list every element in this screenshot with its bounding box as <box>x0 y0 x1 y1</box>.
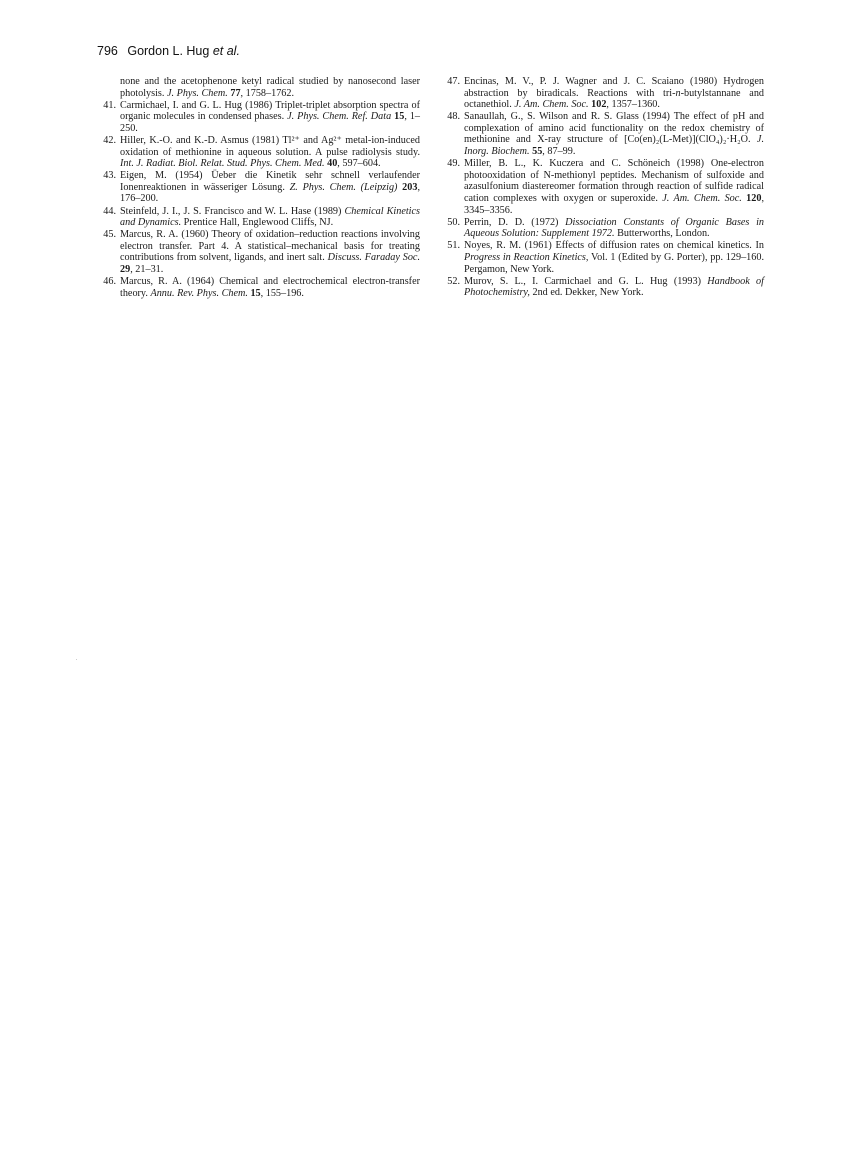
reference-number: 49. <box>447 158 460 170</box>
reference-text: , 1–250. <box>120 111 421 134</box>
reference-entry <box>442 276 764 299</box>
reference-italic: J. Phys. Chem. Ref. Data <box>287 111 392 123</box>
reference-entry <box>442 217 764 240</box>
reference-italic: Handbook of Photochemistry, <box>464 275 764 299</box>
reference-volume: 102 <box>591 99 607 111</box>
reference-text: , 176–200. <box>120 181 420 205</box>
reference-text: , 21–31. <box>130 264 164 275</box>
reference-number: 45. <box>103 229 116 241</box>
reference-number: 48. <box>447 111 460 123</box>
reference-text: , 1758–1762. <box>240 87 295 99</box>
reference-number: 50. <box>447 216 460 228</box>
reference-italic: J. Am. Chem. Soc. <box>514 99 589 111</box>
reference-number: 47. <box>447 76 460 87</box>
reference-volume: 15 <box>250 287 261 299</box>
reference-italic: J. Phys. Chem. <box>166 87 228 99</box>
reference-text: , 597–604. <box>337 158 381 170</box>
reference-entry <box>98 170 420 205</box>
reference-volume: 120 <box>746 192 762 204</box>
reference-entry <box>98 276 420 299</box>
reference-volume: 203 <box>402 181 418 193</box>
reference-italic: Progress in Reaction Kinetics, <box>464 251 589 263</box>
reference-italic: Annu. Rev. Phys. Chem. <box>150 287 248 299</box>
reference-text: Vol. 1 (Edited by G. Porter), pp. 129–160. Pergamon, New York. <box>464 251 764 275</box>
reference-text: Perrin, D. D. (1972) <box>464 216 566 228</box>
reference-number: 41. <box>103 99 116 111</box>
running-header <box>97 44 240 58</box>
reference-text: Prentice Hall, Englewood Cliffs, NJ. <box>181 217 334 229</box>
reference-number: 44. <box>103 205 116 217</box>
reference-italic: Discuss. Faraday Soc. <box>327 252 420 264</box>
references-left-column <box>98 76 420 300</box>
reference-entry <box>98 100 420 135</box>
reference-entry <box>98 206 420 229</box>
reference-text: , 3345–3356. <box>464 192 764 216</box>
reference-text: , 1357–1360. <box>606 99 660 111</box>
scan-speck <box>76 659 77 660</box>
reference-text: 2nd ed. Dekker, New York. <box>529 287 644 299</box>
reference-entry <box>442 158 764 216</box>
reference-text: Hiller, K.-O. and K.-D. Asmus (1981) Tl²⁺ and Ag²⁺ metal-ion-induced oxidation of methionine in aqueous solution. A pulse radiolysis study. <box>120 134 420 158</box>
reference-volume: 29 <box>120 264 131 275</box>
references-right-column <box>442 76 764 299</box>
header-etal: et al. <box>212 44 240 58</box>
page-number: 796 <box>97 44 118 58</box>
reference-number: 52. <box>447 275 460 287</box>
reference-volume: 77 <box>230 87 241 99</box>
reference-volume: 40 <box>327 158 338 170</box>
reference-text: Steinfeld, J. I., J. S. Francisco and W. L. Hase (1989) <box>120 205 345 217</box>
reference-italic: n <box>675 87 681 99</box>
reference-text: Marcus, R. A. (1964) Chemical and electrochemical electron-transfer theory. <box>120 276 420 299</box>
reference-number: 51. <box>447 240 460 252</box>
reference-text: Sanaullah, G., S. Wilson and R. S. Glass (1994) The effect of pH and complexation of amino acid functionality on the redox chemistry of methionine and X-ray structure of [Co(en)₂(L-Met)](ClO₄)₂·H₂O. <box>464 111 764 146</box>
reference-entry <box>442 111 764 157</box>
reference-entry <box>98 135 420 170</box>
reference-text: , 155–196. <box>260 287 304 299</box>
reference-italic: J. Inorg. Biochem. <box>464 134 764 158</box>
reference-text: Noyes, R. M. (1961) Effects of diffusion rates on chemical kinetics. In <box>464 240 764 252</box>
reference-italic: Z. Phys. Chem. (Leipzig) <box>289 181 398 193</box>
reference-number: 43. <box>103 170 116 182</box>
reference-italic: J. Am. Chem. Soc. <box>662 192 742 204</box>
reference-italic: Chemical Kinetics and Dynamics. <box>120 205 421 229</box>
reference-entry <box>98 229 420 275</box>
header-authors: Gordon L. Hug <box>127 44 210 58</box>
reference-text: Miller, B. L., K. Kuczera and C. Schöneich (1998) One-electron photooxidation of N-methionyl peptides. Mechanism of sulfoxide and azasulfonium diastereomer formation through reaction of sulfide radical cation complexes with oxygen or superoxide. <box>464 158 764 204</box>
reference-number: 46. <box>103 276 116 288</box>
reference-text: Carmichael, I. and G. L. Hug (1986) Triplet-triplet absorption spectra of organic molecules in condensed phases. <box>120 99 420 123</box>
reference-entry <box>442 76 764 111</box>
reference-italic: Int. J. Radiat. Biol. Relat. Stud. Phys. Chem. Med. <box>120 158 325 170</box>
reference-text: Eigen, M. (1954) Üeber die Kinetik sehr schnell verlaufender Ionenreaktionen in wässeriger Lösung. <box>120 170 420 193</box>
reference-entry <box>98 76 420 99</box>
reference-volume: 55 <box>532 146 543 158</box>
reference-text: Marcus, R. A. (1960) Theory of oxidation–reduction reactions involving electron transfer. Part 4. A statistical–mechanical basis for treating contributions from solvent, ligands, and inert salt. <box>120 229 420 264</box>
reference-text: Murov, S. L., I. Carmichael and G. L. Hug (1993) <box>464 275 708 287</box>
reference-entry <box>442 240 764 275</box>
reference-text: -butylstannane and octanethiol. <box>464 87 765 111</box>
reference-text: Butterworths, London. <box>614 228 710 240</box>
reference-text: none and the acetophenone ketyl radical studied by nanosecond laser photolysis. <box>120 76 420 99</box>
reference-text: , 87–99. <box>542 146 576 158</box>
reference-volume: 15 <box>394 111 405 123</box>
reference-text: Encinas, M. V., P. J. Wagner and J. C. Scaiano (1980) Hydrogen abstraction by biradicals. Reactions with tri- <box>464 76 764 99</box>
reference-italic: Dissociation Constants of Organic Bases in Aqueous Solution: Supplement 1972. <box>464 216 764 240</box>
reference-number: 42. <box>103 134 116 146</box>
